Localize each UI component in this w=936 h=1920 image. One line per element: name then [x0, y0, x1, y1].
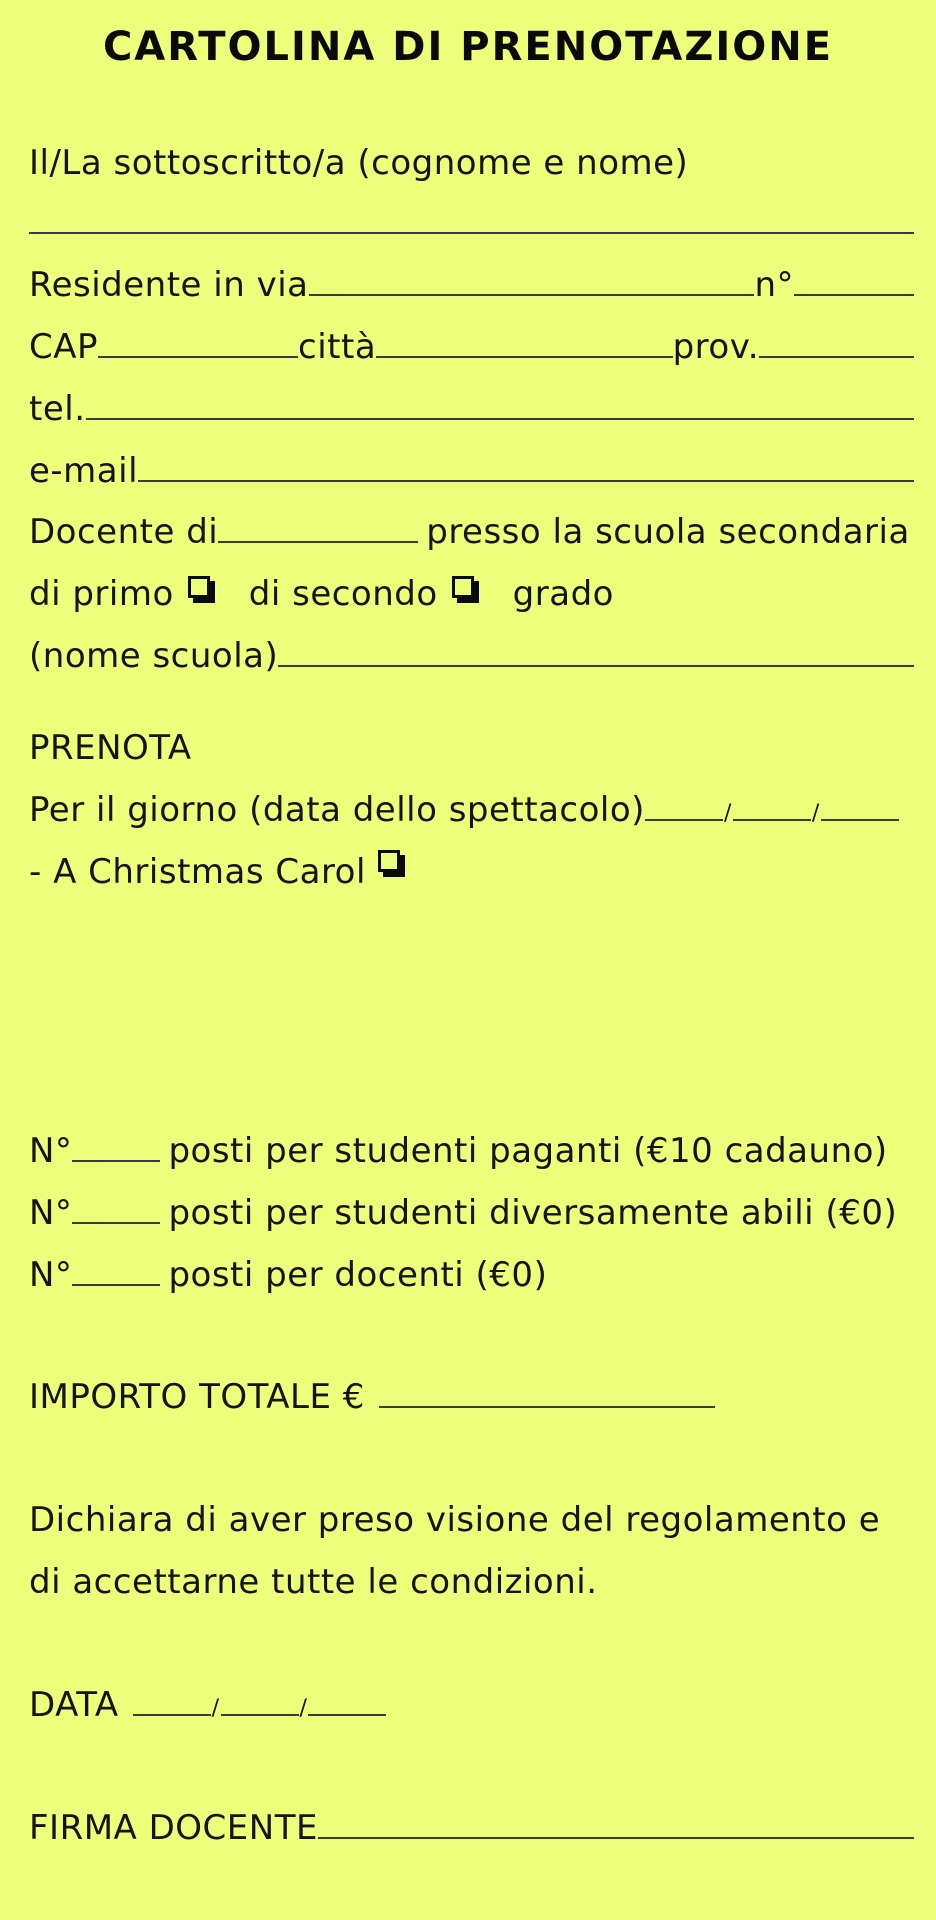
- phone-label: tel.: [29, 389, 86, 429]
- book-heading-row: [29, 713, 914, 768]
- disabled-seats-field[interactable]: [72, 1222, 160, 1224]
- signer-label-row: [29, 128, 914, 183]
- first-grade-checkbox[interactable]: [188, 576, 215, 603]
- declaration-row-2: [29, 1547, 914, 1602]
- show-date-day-field[interactable]: [645, 819, 723, 821]
- disabled-seats-row: [29, 1178, 914, 1233]
- school-name-row: [29, 621, 914, 676]
- paying-seats-row: [29, 1116, 914, 1171]
- signature-row: [29, 1793, 914, 1848]
- paying-seats-label: posti per studenti paganti (€10 cadauno): [168, 1131, 888, 1171]
- date-separator: /: [723, 801, 732, 826]
- house-number-label: n°: [754, 265, 794, 305]
- address-row: [29, 312, 914, 367]
- book-heading: PRENOTA: [29, 728, 192, 768]
- show-date-row: [29, 775, 914, 830]
- teacher-seats-prefix: N°: [29, 1255, 73, 1295]
- disabled-seats-label: posti per studenti diversamente abili (€0): [168, 1193, 898, 1233]
- disabled-seats-prefix: N°: [29, 1193, 73, 1233]
- residence-label: Residente in via: [29, 265, 309, 305]
- signature-label: FIRMA DOCENTE: [29, 1808, 318, 1848]
- signer-label: Il/La sottoscritto/a (cognome e nome): [29, 143, 689, 183]
- first-grade-label: di primo: [29, 574, 174, 614]
- paying-seats-field[interactable]: [72, 1160, 160, 1162]
- city-label: città: [298, 327, 377, 367]
- signature-field[interactable]: [318, 1837, 914, 1839]
- grade-row: [29, 559, 914, 614]
- teacher-seats-field[interactable]: [72, 1284, 160, 1286]
- teacher-row: [29, 497, 914, 552]
- grade-label: grado: [512, 574, 614, 614]
- declaration-text-2: di accettarne tutte le condizioni.: [29, 1562, 598, 1602]
- show-date-month-field[interactable]: [733, 819, 811, 821]
- date-year-field[interactable]: [308, 1714, 386, 1716]
- date-separator: /: [811, 801, 820, 826]
- email-label: e-mail: [29, 451, 139, 491]
- show-option-row: [29, 837, 914, 892]
- second-grade-label: di secondo: [248, 574, 438, 614]
- cap-field[interactable]: [98, 356, 298, 358]
- signer-name-field[interactable]: [29, 232, 914, 234]
- cap-label: CAP: [29, 327, 99, 367]
- house-number-field[interactable]: [794, 294, 914, 296]
- date-day-field[interactable]: [133, 1714, 211, 1716]
- form-title: CARTOLINA DI PRENOTAZIONE: [102, 24, 834, 70]
- total-field[interactable]: [379, 1406, 715, 1408]
- paying-seats-prefix: N°: [29, 1131, 73, 1171]
- date-separator: /: [211, 1696, 220, 1721]
- phone-row: [29, 374, 914, 429]
- date-separator: /: [299, 1696, 308, 1721]
- phone-field[interactable]: [86, 418, 914, 420]
- show-date-label: Per il giorno (data dello spettacolo): [29, 790, 645, 830]
- total-label: IMPORTO TOTALE €: [29, 1377, 365, 1417]
- city-field[interactable]: [376, 356, 672, 358]
- teacher-label: Docente di: [29, 512, 219, 552]
- christmas-carol-checkbox[interactable]: [378, 850, 405, 877]
- second-grade-checkbox[interactable]: [452, 576, 479, 603]
- date-month-field[interactable]: [221, 1714, 299, 1716]
- total-row: [29, 1362, 914, 1417]
- school-type-label: presso la scuola secondaria: [426, 512, 910, 552]
- declaration-row-1: [29, 1485, 914, 1540]
- province-label: prov.: [672, 327, 759, 367]
- teacher-seats-label: posti per docenti (€0): [168, 1255, 548, 1295]
- date-label: DATA: [29, 1685, 119, 1725]
- teacher-seats-row: [29, 1240, 914, 1295]
- street-field[interactable]: [309, 294, 755, 296]
- declaration-text-1: Dichiara di aver preso visione del regolamento e: [29, 1500, 881, 1540]
- school-name-field[interactable]: [278, 665, 914, 667]
- email-row: [29, 436, 914, 491]
- email-field[interactable]: [138, 480, 914, 482]
- show-date-year-field[interactable]: [821, 819, 899, 821]
- date-row: [29, 1670, 914, 1725]
- signer-name-row: [29, 188, 914, 240]
- residence-row: [29, 250, 914, 305]
- subject-field[interactable]: [218, 541, 418, 543]
- show-option-label: - A Christmas Carol: [29, 852, 366, 892]
- school-name-label: (nome scuola): [29, 636, 279, 676]
- province-field[interactable]: [759, 356, 914, 358]
